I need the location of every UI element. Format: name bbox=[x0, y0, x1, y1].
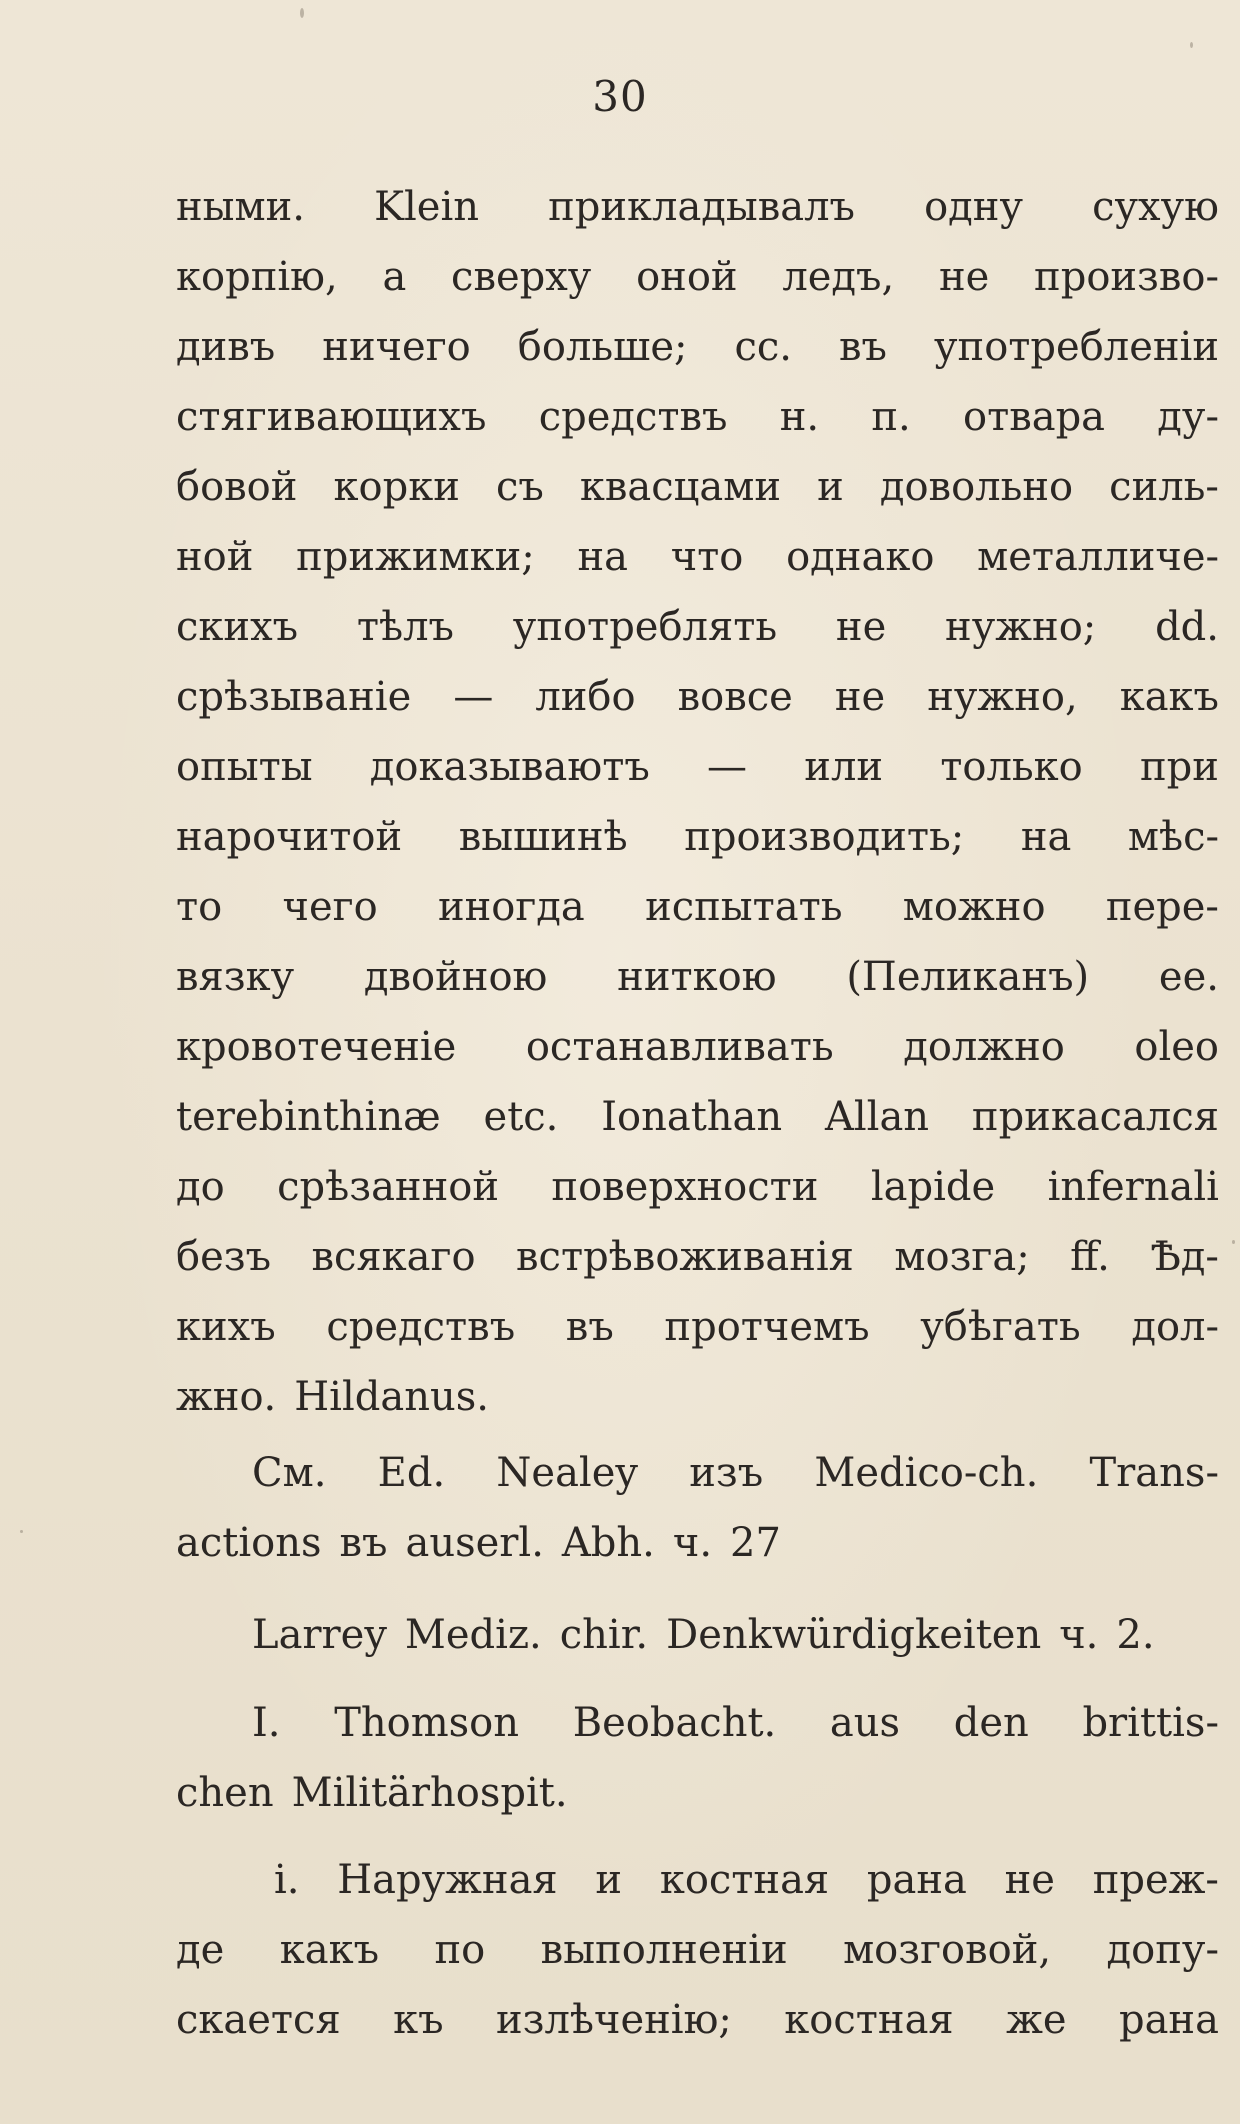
paper-speck bbox=[300, 8, 304, 18]
word: п. bbox=[871, 394, 911, 440]
word: нужно, bbox=[927, 674, 1078, 720]
word: средствъ bbox=[538, 394, 728, 440]
word: употребленіи bbox=[934, 324, 1219, 370]
word: произво- bbox=[1034, 254, 1219, 300]
word: См. bbox=[252, 1450, 327, 1496]
word: Mediz. bbox=[404, 1612, 542, 1658]
word: силь- bbox=[1109, 464, 1219, 510]
word: 27 bbox=[730, 1520, 781, 1566]
page-number: 30 bbox=[592, 72, 648, 121]
word: Denkwürdigkeiten bbox=[666, 1612, 1042, 1658]
text-line bbox=[176, 1845, 1219, 1915]
text-line bbox=[176, 522, 1219, 592]
word: и bbox=[817, 464, 844, 510]
word: сс. bbox=[734, 324, 793, 370]
word: съ bbox=[495, 464, 544, 510]
word: ледъ, bbox=[782, 254, 895, 300]
paragraph bbox=[176, 1438, 1219, 1578]
text-line bbox=[176, 1362, 1219, 1432]
paragraph bbox=[176, 1688, 1219, 1828]
word: при bbox=[1140, 744, 1219, 790]
word: мозговой, bbox=[843, 1927, 1052, 1973]
word: Larrey bbox=[252, 1612, 387, 1658]
word: и bbox=[595, 1857, 623, 1903]
text-line bbox=[176, 1915, 1219, 1985]
word: прикасался bbox=[971, 1094, 1219, 1140]
word: ч. bbox=[1059, 1612, 1099, 1658]
word: костная bbox=[659, 1857, 830, 1903]
word: вязку bbox=[176, 954, 295, 1000]
word: ч. bbox=[672, 1520, 713, 1566]
word: Ed. bbox=[377, 1450, 446, 1496]
word: металличе- bbox=[977, 534, 1219, 580]
text-line bbox=[176, 662, 1219, 732]
word: ниткою bbox=[617, 954, 777, 1000]
word: производить; bbox=[684, 814, 965, 860]
word: actions bbox=[176, 1520, 322, 1566]
word: aus bbox=[829, 1700, 901, 1746]
word: въ bbox=[839, 324, 887, 370]
text-line bbox=[176, 1758, 1219, 1828]
word: чего bbox=[282, 884, 378, 930]
word: протчемъ bbox=[664, 1304, 870, 1350]
word: сухую bbox=[1092, 184, 1219, 230]
word: brittis- bbox=[1082, 1700, 1219, 1746]
word: auserl. bbox=[405, 1520, 544, 1566]
word: Nealey bbox=[496, 1450, 638, 1496]
word: нужно; bbox=[945, 604, 1097, 650]
text-line bbox=[176, 382, 1219, 452]
word: Thomson bbox=[334, 1700, 520, 1746]
word: или bbox=[804, 744, 884, 790]
text-line bbox=[176, 1152, 1219, 1222]
word: i. bbox=[274, 1857, 300, 1903]
text-line bbox=[176, 1985, 1219, 2055]
word: какъ bbox=[279, 1927, 380, 1973]
word: однако bbox=[786, 534, 935, 580]
word: встрѣвоживанія bbox=[516, 1234, 854, 1280]
text-line bbox=[176, 872, 1219, 942]
word: изъ bbox=[689, 1450, 764, 1496]
word: chen bbox=[176, 1770, 274, 1816]
word: кихъ bbox=[176, 1304, 276, 1350]
word: не bbox=[835, 604, 887, 650]
word: вышинѣ bbox=[458, 814, 628, 860]
text-line bbox=[176, 1082, 1219, 1152]
word: корпію, bbox=[176, 254, 338, 300]
text-line bbox=[176, 942, 1219, 1012]
word: пере- bbox=[1105, 884, 1219, 930]
word: мозга; bbox=[894, 1234, 1030, 1280]
text-line bbox=[176, 802, 1219, 872]
text-line bbox=[176, 1600, 1219, 1670]
text-line bbox=[176, 172, 1219, 242]
word: etc. bbox=[483, 1094, 559, 1140]
word: безъ bbox=[176, 1234, 272, 1280]
word: де bbox=[176, 1927, 225, 1973]
word: на bbox=[1020, 814, 1072, 860]
text-line bbox=[176, 732, 1219, 802]
word: прикладывалъ bbox=[548, 184, 855, 230]
word: въ bbox=[565, 1304, 614, 1350]
word: ее. bbox=[1158, 954, 1219, 1000]
word: на bbox=[577, 534, 628, 580]
text-line bbox=[176, 1222, 1219, 1292]
paper-speck bbox=[1232, 1240, 1235, 1244]
word: либо bbox=[535, 674, 636, 720]
word: отвара bbox=[963, 394, 1106, 440]
word: (Пеликанъ) bbox=[846, 954, 1090, 1000]
word: выполненіи bbox=[540, 1927, 788, 1973]
word: останавливать bbox=[525, 1024, 834, 1070]
text-line bbox=[176, 592, 1219, 662]
word: Ѣд- bbox=[1150, 1234, 1219, 1280]
word: что bbox=[670, 534, 744, 580]
text-line bbox=[176, 1508, 1219, 1578]
word: Ionathan bbox=[601, 1094, 783, 1140]
word: поверхности bbox=[551, 1164, 819, 1210]
word: опыты bbox=[176, 744, 313, 790]
word: мѣс- bbox=[1127, 814, 1219, 860]
word: I. bbox=[252, 1700, 281, 1746]
word: не bbox=[834, 674, 886, 720]
paper-speck bbox=[20, 1530, 23, 1533]
text-line bbox=[176, 1438, 1219, 1508]
word: Medico-ch. bbox=[814, 1450, 1039, 1496]
word: больше; bbox=[517, 324, 688, 370]
word: жно. bbox=[176, 1374, 277, 1420]
word: какъ bbox=[1119, 674, 1219, 720]
word: средствъ bbox=[326, 1304, 516, 1350]
word: двойною bbox=[363, 954, 548, 1000]
paper-speck bbox=[1190, 42, 1193, 48]
word: Trans- bbox=[1089, 1450, 1219, 1496]
word: можно bbox=[902, 884, 1046, 930]
word: же bbox=[1006, 1997, 1067, 2043]
word: dd. bbox=[1155, 604, 1219, 650]
word: oleo bbox=[1134, 1024, 1219, 1070]
word: до bbox=[176, 1164, 225, 1210]
word: допу- bbox=[1106, 1927, 1219, 1973]
word: срѣзанной bbox=[277, 1164, 499, 1210]
word: chir. bbox=[559, 1612, 649, 1658]
word: ff. bbox=[1070, 1234, 1110, 1280]
word: не bbox=[938, 254, 990, 300]
text-line bbox=[176, 1012, 1219, 1082]
word: костная bbox=[784, 1997, 954, 2043]
word: срѣзываніе bbox=[176, 674, 412, 720]
word: одну bbox=[924, 184, 1023, 230]
word: иногда bbox=[437, 884, 585, 930]
word: вовсе bbox=[677, 674, 793, 720]
word: дивъ bbox=[176, 324, 276, 370]
word: нарочитой bbox=[176, 814, 403, 860]
word: по bbox=[434, 1927, 486, 1973]
word: не bbox=[1004, 1857, 1055, 1903]
word: корки bbox=[333, 464, 460, 510]
word: квасцами bbox=[579, 464, 782, 510]
word: н. bbox=[779, 394, 820, 440]
paragraph bbox=[176, 1600, 1219, 1670]
word: излѣченію; bbox=[495, 1997, 732, 2043]
word: въ bbox=[339, 1520, 388, 1566]
word: бовой bbox=[176, 464, 298, 510]
text-line bbox=[176, 452, 1219, 522]
word: преж- bbox=[1092, 1857, 1219, 1903]
word: рана bbox=[1118, 1997, 1219, 2043]
word: скается bbox=[176, 1997, 341, 2043]
text-line bbox=[176, 312, 1219, 382]
word: убѣгать bbox=[920, 1304, 1081, 1350]
word: доказываютъ bbox=[369, 744, 650, 790]
word: только bbox=[940, 744, 1083, 790]
text-line bbox=[176, 1292, 1219, 1362]
word: ду- bbox=[1157, 394, 1219, 440]
word: оной bbox=[636, 254, 738, 300]
word: Beobacht. bbox=[572, 1700, 777, 1746]
word: Hildanus. bbox=[294, 1374, 489, 1420]
word: Klein bbox=[374, 184, 479, 230]
word: terebinthinæ bbox=[176, 1094, 441, 1140]
word: довольно bbox=[879, 464, 1074, 510]
word: тѣлъ bbox=[356, 604, 454, 650]
word: Allan bbox=[824, 1094, 930, 1140]
word: прижимки; bbox=[296, 534, 535, 580]
word: — bbox=[453, 674, 494, 720]
word: должно bbox=[903, 1024, 1065, 1070]
word: ничего bbox=[322, 324, 471, 370]
word: Наружная bbox=[337, 1857, 558, 1903]
word: испытать bbox=[645, 884, 843, 930]
word: Abh. bbox=[561, 1520, 655, 1566]
word: кровотеченіе bbox=[176, 1024, 457, 1070]
word: употреблять bbox=[512, 604, 778, 650]
paragraph bbox=[176, 172, 1219, 1432]
word: стягивающихъ bbox=[176, 394, 487, 440]
word: lapide bbox=[870, 1164, 996, 1210]
word: то bbox=[176, 884, 223, 930]
word: ной bbox=[176, 534, 254, 580]
word: infernali bbox=[1047, 1164, 1219, 1210]
word: рана bbox=[866, 1857, 967, 1903]
word: 2. bbox=[1116, 1612, 1155, 1658]
word: den bbox=[953, 1700, 1029, 1746]
word: ными. bbox=[176, 184, 305, 230]
word: сверху bbox=[451, 254, 592, 300]
text-line bbox=[176, 1688, 1219, 1758]
word: скихъ bbox=[176, 604, 299, 650]
word: а bbox=[382, 254, 407, 300]
word: — bbox=[707, 744, 748, 790]
word: къ bbox=[393, 1997, 444, 2043]
word: дол- bbox=[1131, 1304, 1219, 1350]
paragraph bbox=[176, 1845, 1219, 2055]
word: всякаго bbox=[311, 1234, 476, 1280]
text-line bbox=[176, 242, 1219, 312]
word: Militärhospit. bbox=[291, 1770, 568, 1816]
